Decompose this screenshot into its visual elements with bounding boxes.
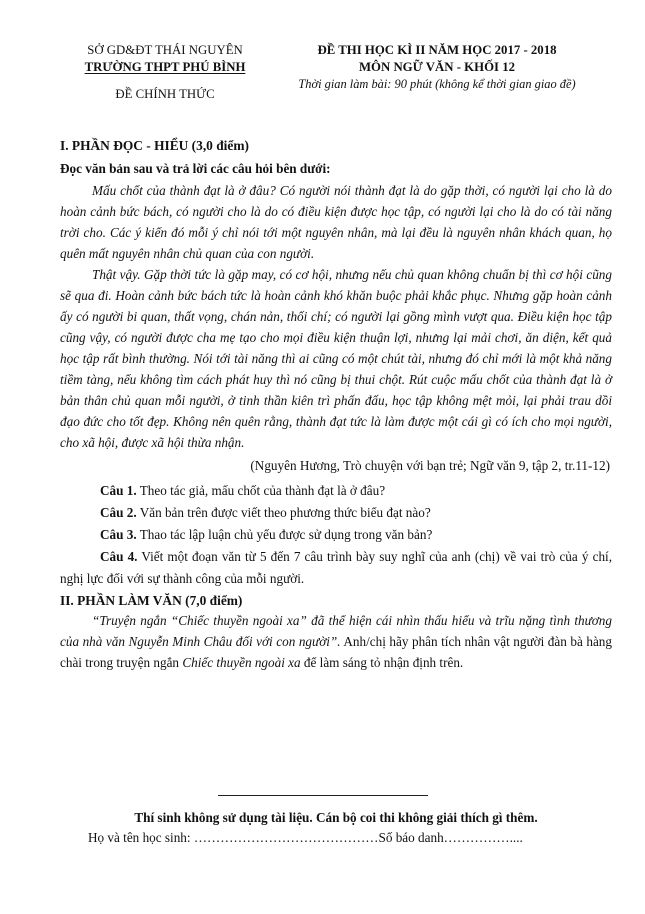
passage-source: (Nguyên Hương, Trò chuyện với bạn trẻ; Ngữ văn 9, tập 2, tr.11-12) bbox=[250, 458, 610, 473]
part2-heading: II. PHẦN LÀM VĂN (7,0 điểm) bbox=[60, 593, 243, 608]
passage-paragraph: Mấu chốt của thành đạt là ở đâu? Có người nói thành đạt là do gặp thời, có người lại cho là do hoàn cảnh bức bách, có người cho là do có điều kiện được học tập, có người lại cho là do có tài năng trời cho. Các ý kiến đó mỗi ý chỉ nói tới một nguyên nhân, mà lại đều là nguyên nhân khách quan, họ quên mất nguyên nhân chủ quan của con người. bbox=[60, 183, 612, 261]
question-label: Câu 1. bbox=[100, 483, 137, 498]
candidate-info bbox=[88, 829, 608, 847]
essay-task-end: để làm sáng tỏ nhận định trên. bbox=[300, 655, 464, 670]
candidate-number-label: Số báo danh…………….... bbox=[378, 830, 523, 845]
question-text: Thao tác lập luận chủ yếu được sử dụng trong văn bản? bbox=[136, 527, 433, 542]
passage-paragraph: Thật vậy. Gặp thời tức là gặp may, có cơ hội, nhưng nếu chủ quan không chuẩn bị thì cơ hội cũng sẽ qua đi. Hoàn cảnh bức bách tức là hoàn cảnh khó khăn buộc phải khắc phục. Nhưng gặp hoàn cảnh ấy có người bi quan, thất vọng, chán nản, thối chí; có người lại gồng mình vượt qua. Điều kiện học tập cũng vậy, có người được cha mẹ tạo cho mọi điều kiện thuận lợi, nhưng lại mải chơi, ăn diện, kết quả học tập rất bình thường. Nói tới tài năng thì ai cũng có một chút tài, nhưng đó chỉ mới là một khả năng tiềm tàng, nếu không tìm cách phát huy thì nó cũng bị thui chột. Rút cuộc mấu chốt của thành đạt là ở bản thân chủ quan mỗi người, ở tinh thần kiên trì phấn đấu, học tập không mệt mỏi, lại phải trau dồi đạo đức cho tốt đẹp. Không nên quên rằng, thành đạt tức là làm được một cái gì có ích cho mọi người, cho xã hội, được xã hội thừa nhận. bbox=[60, 267, 612, 450]
department-name: SỞ GD&ĐT THÁI NGUYÊN bbox=[87, 43, 243, 57]
question-label: Câu 2. bbox=[100, 505, 137, 520]
essay-task: Anh/chị hãy phân tích nhân vật người đàn bà hàng chài trong truyện ngắn bbox=[60, 634, 612, 670]
essay-quote: “Truyện ngắn “Chiếc thuyền ngoài xa” đã thể hiện cái nhìn thấu hiểu và trĩu nặng tình thương của nhà văn Nguyễn Minh Châu đối với con người”. bbox=[60, 613, 612, 649]
question-text: Văn bản trên được viết theo phương thức biểu đạt nào? bbox=[136, 505, 431, 520]
header-left bbox=[40, 42, 290, 103]
subject-title: MÔN NGỮ VĂN - KHỐI 12 bbox=[358, 60, 516, 74]
header-right bbox=[262, 42, 612, 93]
school-name: TRƯỜNG THPT PHÚ BÌNH bbox=[84, 60, 246, 74]
divider-line bbox=[218, 795, 428, 796]
duration-text: Thời gian làm bài: 90 phút (không kể thời gian giao đề) bbox=[298, 77, 576, 91]
question-3 bbox=[60, 524, 612, 546]
part1-instruction: Đọc văn bản sau và trả lời các câu hỏi bên dưới: bbox=[60, 161, 331, 176]
part1-heading: I. PHẦN ĐỌC - HIỂU (3,0 điểm) bbox=[60, 138, 249, 153]
exam-title: ĐỀ THI HỌC KÌ II NĂM HỌC 2017 - 2018 bbox=[317, 43, 557, 57]
official-label: ĐỀ CHÍNH THỨC bbox=[115, 87, 215, 101]
student-name-label: Họ và tên học sinh: …………………………………… bbox=[88, 830, 379, 845]
exam-content bbox=[60, 136, 612, 673]
question-1 bbox=[60, 480, 612, 502]
question-label: Câu 3. bbox=[100, 527, 137, 542]
story-title: Chiếc thuyền ngoài xa bbox=[182, 655, 301, 670]
exam-note: Thí sinh không sử dụng tài liệu. Cán bộ coi thi không giải thích gì thêm. bbox=[134, 810, 538, 825]
question-label: Câu 4. bbox=[100, 549, 138, 564]
question-text: Viết một đoạn văn từ 5 đến 7 câu trình bày suy nghĩ của anh (chị) về vai trò của ý chí, nghị lực đối với sự thành công của mỗi người. bbox=[60, 549, 612, 586]
essay-prompt bbox=[60, 610, 612, 673]
question-4 bbox=[60, 546, 612, 590]
question-2 bbox=[60, 502, 612, 524]
question-text: Theo tác giả, mấu chốt của thành đạt là ở đâu? bbox=[136, 483, 386, 498]
